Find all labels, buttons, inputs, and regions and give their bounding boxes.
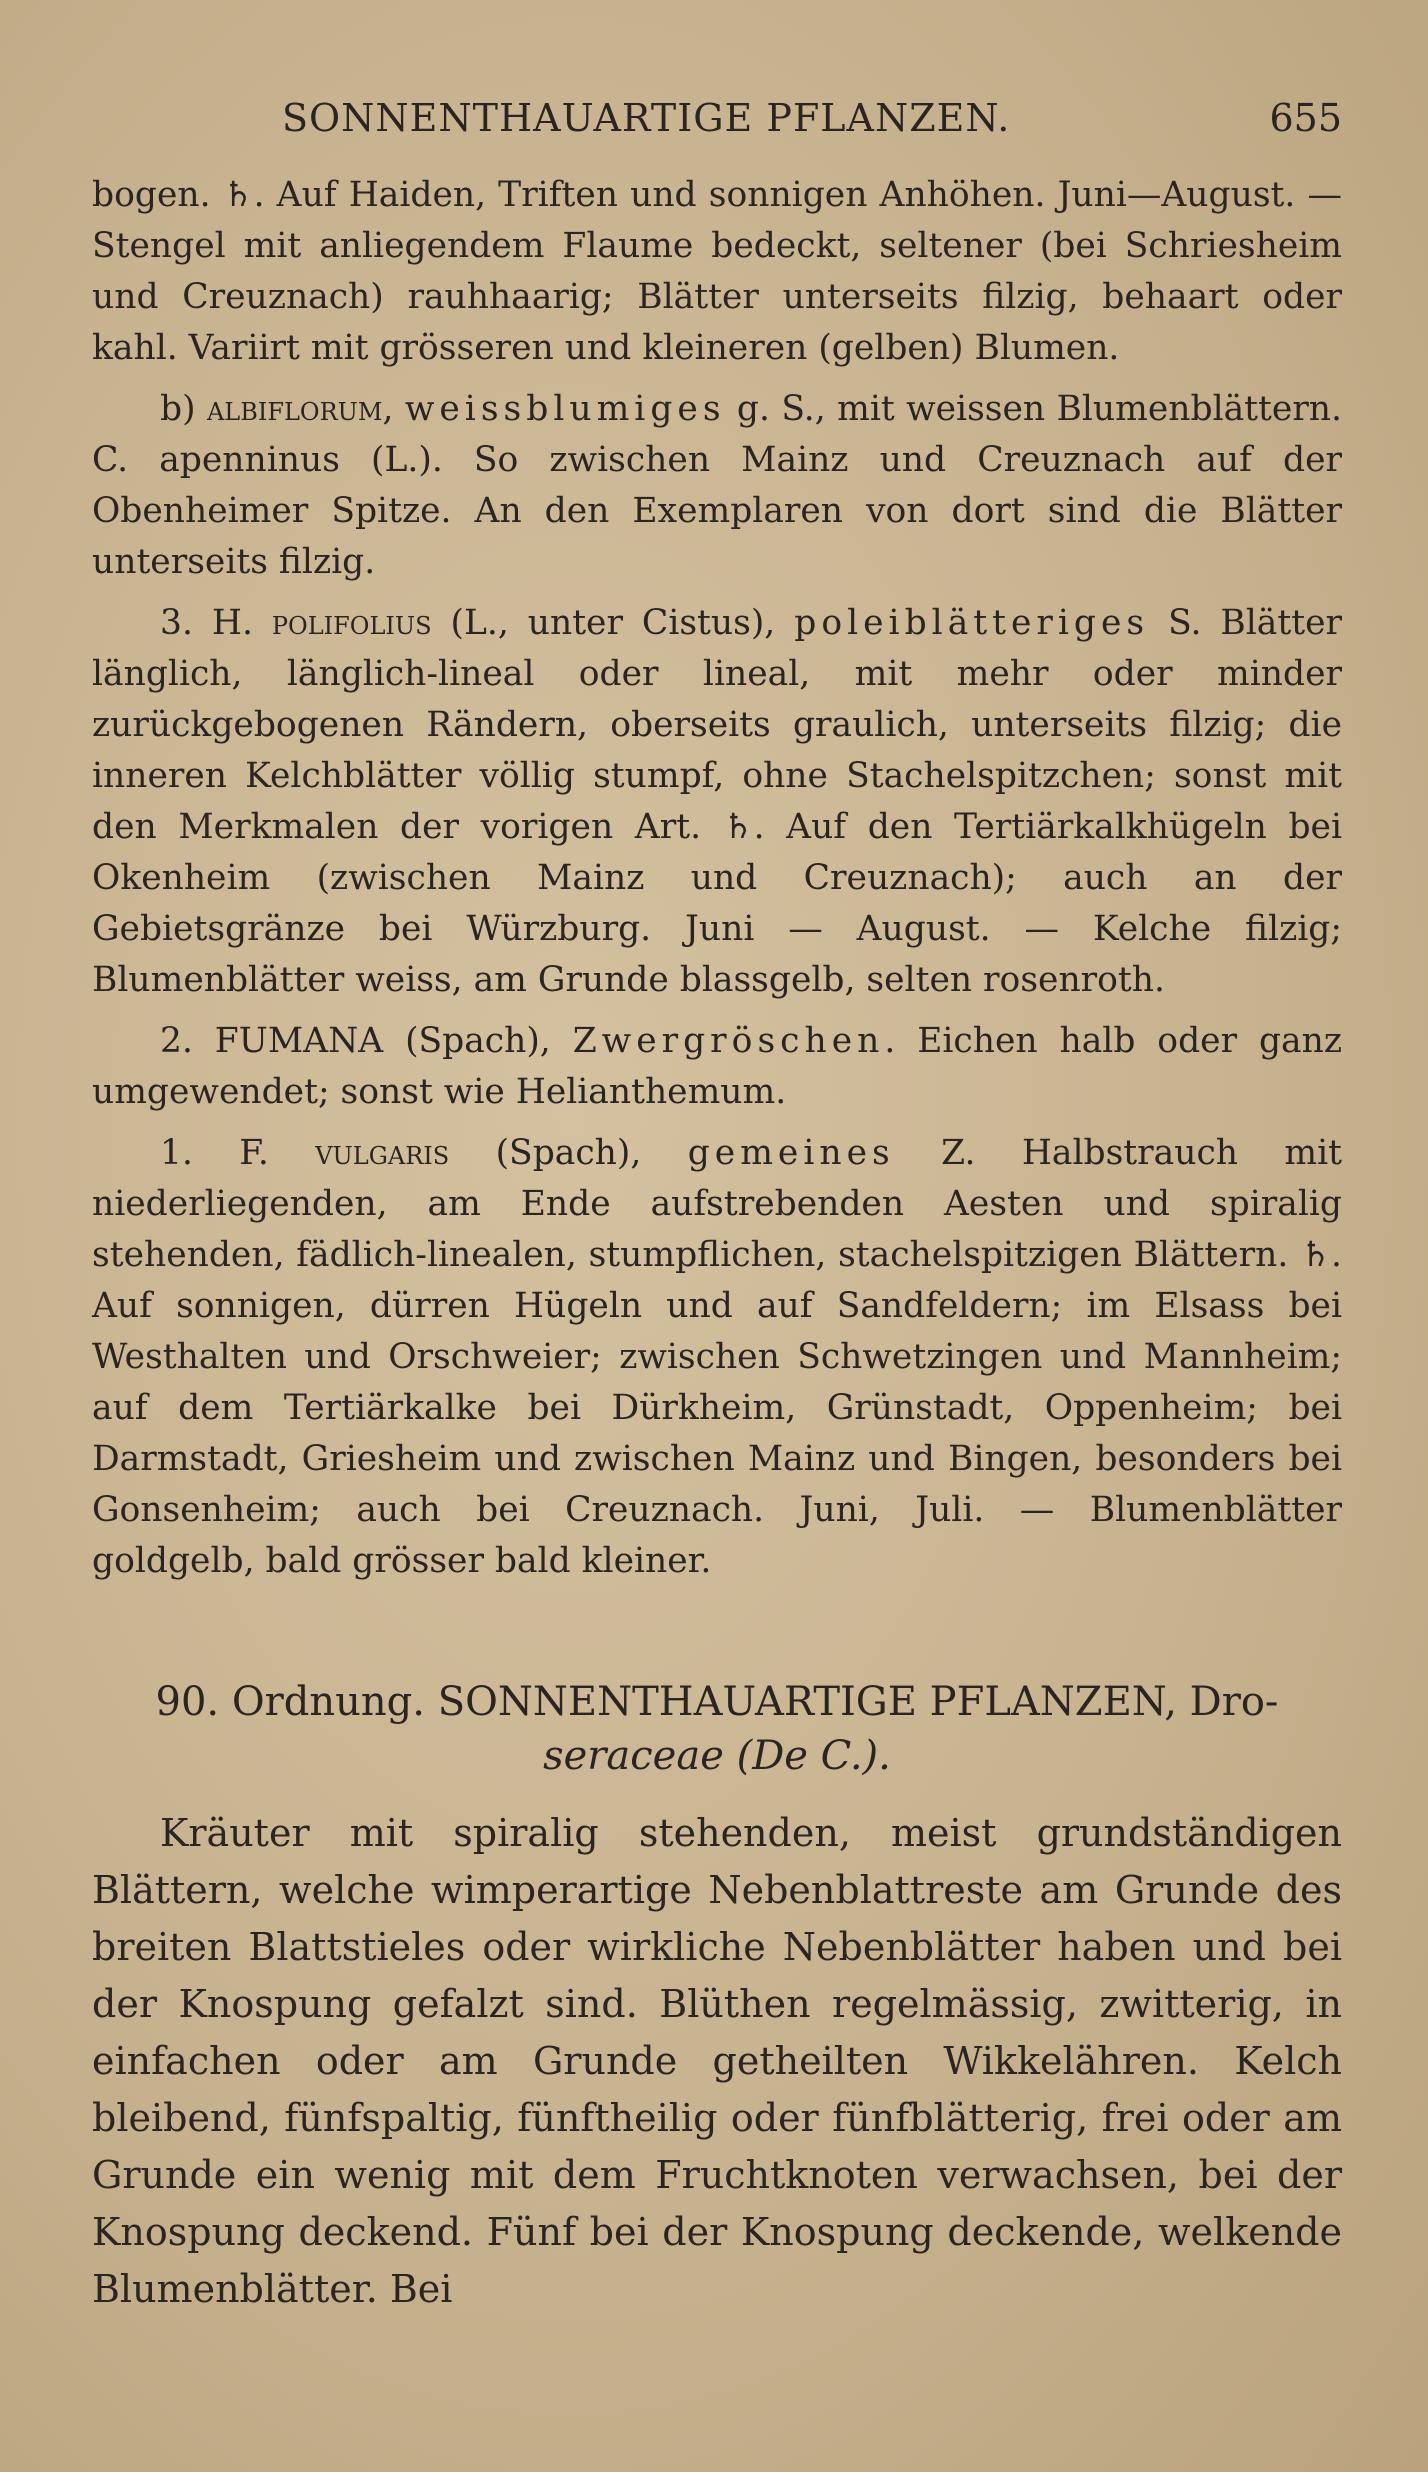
section-paragraph: Kräuter mit spiralig stehenden, meist grundständigen Blättern, welche wimperartige Nebenblattreste am Grunde des breiten Blattstieles oder wirkliche Nebenblätter haben und bei der Knospung gefalzt sind. Blüthen regelmässig, zwitterig, in einfachen oder am Grunde getheilten Wikkelähren. Kelch bleibend, fünfspaltig, fünftheilig oder fünfblätterig, frei oder am Grunde ein wenig mit dem Fruchtknoten verwachsen, bei der Knospung deckend. Fünf bei der Knospung deckende, welkende Blumenblätter. Bei [92, 1811, 1342, 2311]
species-name: vulgaris [315, 1133, 450, 1173]
common-name: gemeines [687, 1133, 895, 1173]
paragraph-continuation: bogen. ♄. Auf Haiden, Triften und sonnigen Anhöhen. Juni—August. — Stengel mit anliegendem Flaume bedeckt, seltener (bei Schriesheim und Creuznach) rauhhaarig; Blätter unterseits filzig, behaart oder kahl. Variirt mit grösseren und kleineren (gelben) Blumen. [92, 175, 1342, 368]
paragraph-fumana [92, 1016, 1342, 1118]
book-page [92, 88, 1342, 2318]
section-heading-continued: seraceae (De C.). [543, 1733, 891, 1779]
section-body [92, 1805, 1342, 2318]
paragraph-text: S. Blätter länglich, länglich-lineal oder lineal, mit mehr oder minder zurückgebogenen Rändern, oberseits graulich, unterseits filzig; die inneren Kelchblätter völlig stumpf, ohne Stachelspitzchen; sonst mit den Merkmalen der vorigen Art. ♄. Auf den Tertiärkalkhügeln bei Okenheim (zwischen Mainz und Creuznach); auch an der Gebietsgränze bei Würzburg. Juni — August. — Kelche filzig; Blumenblätter weiss, am Grunde blassgelb, selten rosenroth. [92, 603, 1343, 1000]
running-head [92, 88, 1342, 148]
variety-label: b) [160, 389, 207, 429]
species-authority: (L., unter Cistus), [431, 603, 795, 643]
paragraph-vulgaris [92, 1128, 1342, 1587]
common-name: weissblumiges [404, 389, 726, 429]
paragraph-text: g. S., mit weissen Blumenblättern. C. apenninus (L.). So zwischen Mainz und Creuznach auf der Obenheimer Spitze. An den Exemplaren von dort sind die Blätter unterseits filzig. [92, 389, 1342, 582]
separator: , [382, 389, 405, 429]
variety-name: albiflorum [206, 389, 383, 429]
paragraph-polifolius [92, 598, 1342, 1006]
common-name: poleiblätteriges [794, 603, 1150, 643]
species-label: 1. F. [160, 1133, 316, 1173]
species-label: 3. H. [160, 603, 272, 643]
genus-label: 2. FUMANA (Spach), [160, 1021, 573, 1061]
order-section [92, 1675, 1342, 2318]
species-name: polifolius [271, 603, 432, 643]
paragraph-text: . Eichen halb oder ganz umgewendet; sonst wie Helianthemum. [92, 1021, 1343, 1112]
common-name: Zwergröschen [572, 1021, 885, 1061]
paragraph-albiflorum [92, 384, 1342, 588]
species-authority: (Spach), [449, 1133, 688, 1173]
running-head-title: SONNENTHAUARTIGE PFLANZEN. [282, 96, 1011, 140]
paragraph-text: Z. Halbstrauch mit niederliegenden, am Ende aufstrebenden Aesten und spiralig stehenden, fädlich-linealen, stumpflichen, stachelspitzigen Blättern. ♄. Auf sonnigen, dürren Hügeln und auf Sandfeldern; im Elsass bei Westhalten und Orschweier; zwischen Schwetzingen und Mannheim; auf dem Tertiärkalke bei Dürkheim, Grünstadt, Oppenheim; bei Darmstadt, Griesheim und zwischen Mainz und Bingen, besonders bei Gonsenheim; auch bei Creuznach. Juni, Juli. — Blumenblätter goldgelb, bald grösser bald kleiner. [92, 1133, 1342, 1581]
section-heading: 90. Ordnung. SONNENTHAUARTIGE PFLANZEN, Dro- [155, 1679, 1279, 1725]
page-number: 655 [1269, 96, 1342, 140]
